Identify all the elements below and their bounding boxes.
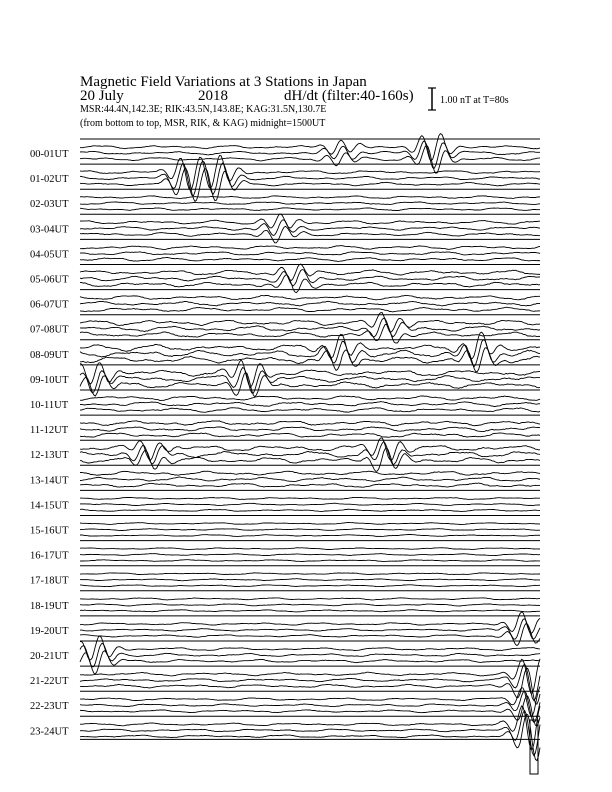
trace-kag [80, 196, 540, 199]
trace-msr [80, 208, 540, 211]
trace-kag [80, 636, 540, 660]
trace-msr [80, 714, 540, 760]
panel-label: 09-10UT [30, 374, 69, 386]
trace-rik [80, 427, 540, 432]
trace-rik [80, 604, 540, 606]
panel-label: 03-04UT [30, 224, 69, 236]
panel-label: 05-06UT [30, 274, 69, 286]
trace-kag [80, 360, 540, 387]
panel-label: 00-01UT [30, 149, 69, 160]
panel-label: 14-15UT [30, 500, 69, 512]
trace-rik [80, 664, 540, 700]
trace-msr [80, 145, 540, 173]
trace-msr [80, 585, 540, 587]
panel-label: 23-24UT [30, 726, 69, 738]
panel-label: 13-14UT [30, 475, 69, 487]
trace-rik [80, 402, 540, 407]
trace-msr [80, 696, 540, 726]
trace-kag [80, 214, 540, 228]
trace-rik [80, 503, 540, 505]
trace-msr [80, 610, 540, 612]
trace-kag [80, 573, 540, 575]
trace-rik [80, 161, 540, 196]
chart-year: 2018 [198, 88, 228, 104]
panel-label: 06-07UT [30, 299, 69, 311]
trace-kag [80, 396, 540, 401]
station-order-note: (from bottom to top, MSR, RIK, & KAG) midnight=1500UT [80, 118, 326, 129]
trace-rik [80, 644, 540, 667]
panel-label: 17-18UT [30, 575, 69, 587]
trace-kag [80, 523, 540, 525]
panel-label: 11-12UT [30, 425, 69, 437]
trace-rik [80, 301, 540, 306]
trace-rik [80, 691, 540, 722]
panel-label: 22-23UT [30, 701, 69, 713]
trace-rik [80, 711, 540, 756]
panel-label: 08-09UT [30, 349, 69, 361]
chart-title: Magnetic Field Variations at 3 Stations in Japan [80, 74, 367, 90]
trace-rik [80, 252, 540, 255]
panel-label: 20-21UT [30, 651, 69, 662]
trace-kag [80, 156, 540, 191]
trace-rik [80, 442, 540, 465]
trace-kag [80, 471, 540, 475]
trace-msr [80, 535, 540, 537]
trace-kag [80, 246, 540, 250]
trace-kag [80, 134, 540, 161]
panel-label: 01-02UT [30, 174, 69, 186]
trace-msr [80, 483, 540, 487]
panels-group [30, 134, 540, 774]
station-coordinates: MSR:44.4N,142.3E; RIK:43.5N,143.8E; KAG:31.5N,130.7E [80, 104, 327, 115]
panel-label: 12-13UT [30, 450, 69, 462]
trace-rik [80, 579, 540, 581]
trace-msr [80, 307, 540, 312]
panel-label: 04-05UT [30, 249, 69, 261]
panel-label: 02-03UT [30, 199, 69, 211]
panel-label: 07-08UT [30, 324, 69, 336]
trace-msr [80, 372, 540, 396]
trace-msr [80, 433, 540, 437]
trace-msr [80, 258, 540, 262]
trace-msr [80, 509, 540, 511]
chart-date: 20 July [80, 88, 124, 104]
trace-kag [80, 332, 540, 359]
trace-kag [80, 598, 540, 600]
trace-kag [80, 548, 540, 550]
trace-rik [80, 340, 540, 367]
trace-rik [80, 477, 540, 482]
panel-label: 16-17UT [30, 550, 69, 562]
panel-label: 21-22UT [30, 676, 69, 688]
trace-rik [80, 529, 540, 531]
trace-kag [80, 295, 540, 300]
chart-quantity: dH/dt (filter:40-160s) [284, 88, 414, 104]
panel-label: 19-20UT [30, 625, 69, 637]
trace-kag [80, 497, 540, 499]
trace-rik [80, 202, 540, 204]
trace-kag [80, 421, 540, 426]
panel-label: 10-11UT [30, 400, 69, 411]
trace-kag [80, 706, 540, 749]
trace-msr [80, 408, 540, 413]
scale-bar-label: 1.00 nT at T=80s [440, 95, 509, 106]
panel-label: 15-16UT [30, 525, 69, 537]
panel-label: 18-19UT [30, 600, 69, 612]
trace-rik [80, 554, 540, 556]
trace-msr [80, 560, 540, 562]
trace-msr [80, 623, 540, 645]
